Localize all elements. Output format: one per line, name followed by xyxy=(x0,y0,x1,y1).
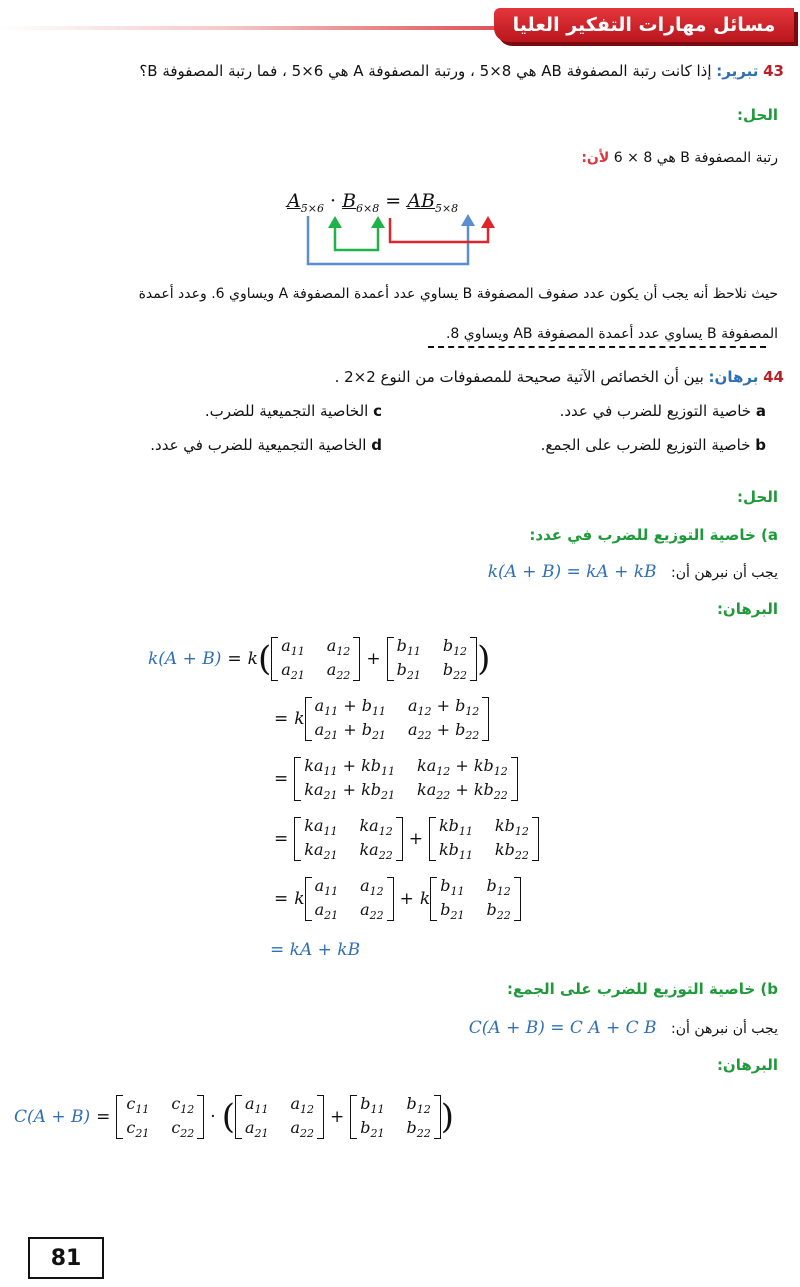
proof-a-line-2: = k $a_{11} + b_{11}$ $a_{12} + b_{12}$ $a_{21} + b_{21}$ $a_{22} + b_{22}$ xyxy=(268,696,489,742)
question-number: 44 xyxy=(763,368,784,386)
question-label: تبرير: xyxy=(716,62,759,80)
question-text: إذا كانت رتبة المصفوفة AB هي 8×5 ، ورتبة المصفوفة A هي 6×5 ، فما رتبة المصفوفة B؟ xyxy=(139,62,712,80)
part-b-title: b) خاصية التوزيع للضرب على الجمع: xyxy=(506,980,778,998)
item-d: d الخاصية التجميعية للضرب في عدد. xyxy=(150,436,382,454)
order-equation: $A_{5\times 6} \cdot B_{6\times 8} = AB_{5\times 8}$ xyxy=(287,190,459,215)
proof-b-line-1: C(A + B) = $c_{11}$ $c_{12}$ $c_{21}$ $c_{22}$ · ( $a_{11}$ $a_{12}$ $a_{21}$ $a_{22}$ + $b_{11}$ $b_{12}$ $b_{21}$ $b_{22}$ ) xyxy=(14,1094,455,1141)
section-title: مسائل مهارات التفكير العليا xyxy=(512,14,776,36)
solution-statement xyxy=(581,150,778,166)
banner-divider xyxy=(0,26,560,30)
solution-heading: الحل: xyxy=(737,106,778,124)
question-text: بين أن الخصائص الآتية صحيحة للمصفوفات من النوع 2×2 . xyxy=(334,368,704,386)
explanation-line-1: حيث نلاحظ أنه يجب أن يكون عدد صفوف المصفوفة B يساوي عدد أعمدة المصفوفة A ويساوي 6. وعدد أعمدة xyxy=(138,286,778,302)
proof-a-line-4: = $ka_{11}$ $ka_{12}$ $ka_{21}$ $ka_{22}$ + $kb_{11}$ $kb_{12}$ $kb_{11}$ $kb_{22}$ xyxy=(268,816,539,862)
solution-heading: الحل: xyxy=(737,488,778,506)
explanation-line-2: المصفوفة B يساوي عدد أعمدة المصفوفة AB ويساوي 8. xyxy=(445,326,778,342)
because-label: لأن: xyxy=(581,150,610,166)
statement-text: رتبة المصفوفة B هي 8 × 6 xyxy=(613,150,778,166)
item-a: a خاصية التوزيع للضرب في عدد. xyxy=(559,402,766,420)
part-b-claim: يجب أن نبرهن أن: C(A + B) = C A + C B xyxy=(468,1018,778,1038)
question-label: برهان: xyxy=(708,368,759,386)
question-43 xyxy=(14,62,784,80)
proof-a-line-5: = k $a_{11}$ $a_{12}$ $a_{21}$ $a_{22}$ + k $b_{11}$ $b_{12}$ $b_{21}$ $b_{22}$ xyxy=(268,876,521,922)
proof-a-conclusion: = kA + kB xyxy=(270,940,361,960)
item-c: c الخاصية التجميعية للضرب. xyxy=(204,402,382,420)
question-44 xyxy=(335,368,784,386)
part-a-claim: يجب أن نبرهن أن: k(A + B) = kA + kB xyxy=(487,562,778,582)
dashed-separator xyxy=(428,346,766,348)
section-banner xyxy=(494,8,794,42)
item-b: b خاصية التوزيع للضرب على الجمع. xyxy=(540,436,766,454)
order-arrows-diagram xyxy=(290,212,510,272)
proof-label: البرهان: xyxy=(716,1056,778,1074)
part-a-title: a) خاصية التوزيع للضرب في عدد: xyxy=(529,526,778,544)
proof-a-line-3: = $ka_{11} + kb_{11}$ $ka_{12} + kb_{12}$ $ka_{21} + kb_{21}$ $ka_{22} + kb_{22}$ xyxy=(268,756,518,802)
proof-a-line-1: k(A + B) = k ( $a_{11}$ $a_{12}$ $a_{21}$ $a_{22}$ + $b_{11}$ $b_{12}$ $b_{21}$ $b_{22}$ ) xyxy=(148,636,491,683)
page-number: 81 xyxy=(28,1237,104,1279)
question-number: 43 xyxy=(763,62,784,80)
proof-label: البرهان: xyxy=(716,600,778,618)
